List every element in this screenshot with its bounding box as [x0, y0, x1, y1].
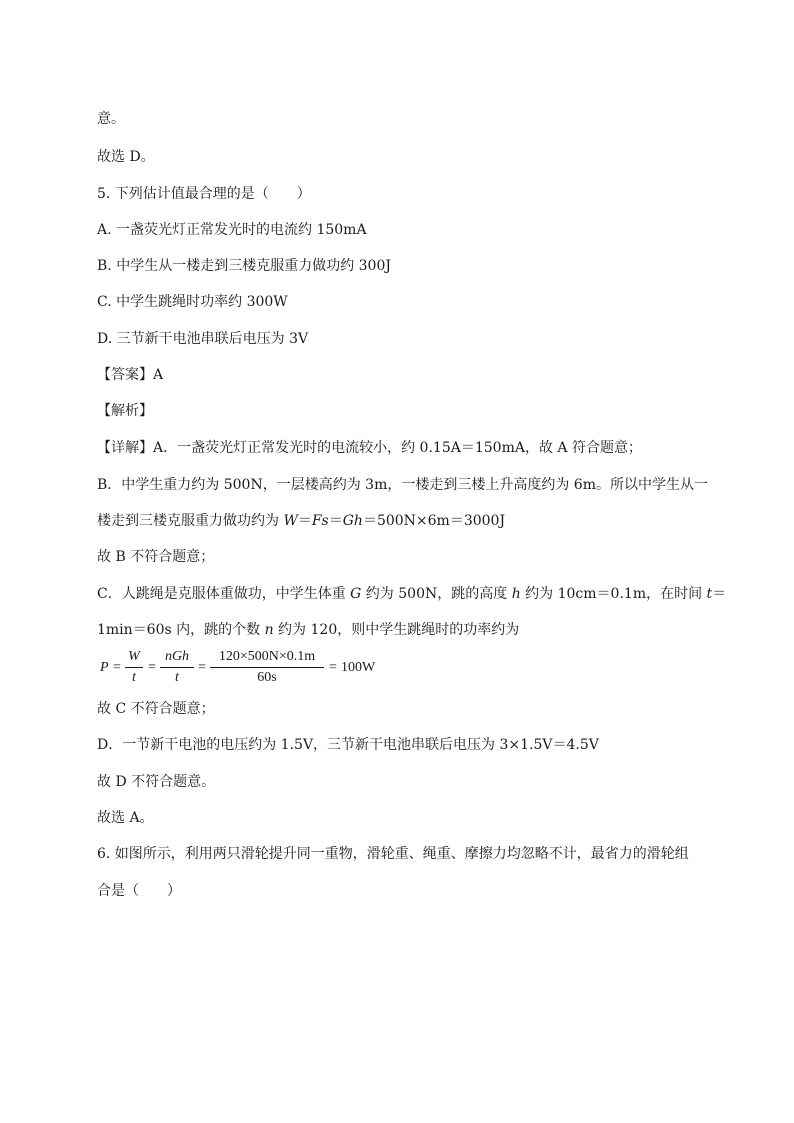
- fraction-denominator: 60s: [257, 670, 277, 685]
- detail-c-line-4: 故 C 不符合题意；: [97, 701, 215, 717]
- fraction-numerator: 120×500N×0.1m: [218, 649, 316, 664]
- detail-c-line-1: [97, 585, 726, 603]
- detail-b-line-2: [97, 512, 505, 530]
- var-gh: Gh: [342, 513, 363, 529]
- text-span: 约为 120，则中学生跳绳时的功率约为: [273, 622, 520, 638]
- text-span: ＝: [328, 513, 343, 529]
- choose-a: 故选 A。: [97, 810, 154, 826]
- formula-result: 100W: [341, 660, 376, 675]
- text-line: 意。: [97, 111, 125, 127]
- var-h: h: [511, 586, 521, 602]
- formula-equals: =: [198, 660, 206, 675]
- answer-label: 【答案】A: [97, 367, 164, 383]
- question-5-stem: 5. 下列估计值最合理的是（ ）: [97, 186, 311, 202]
- question-5-option-a: A. 一盏荧光灯正常发光时的电流约 150mA: [97, 222, 367, 238]
- question-5-option-d: D. 三节新干电池串联后电压为 3V: [97, 331, 309, 347]
- var-t: t: [706, 586, 713, 602]
- text-span: ＝: [297, 513, 312, 529]
- fraction-denominator: t: [132, 670, 136, 685]
- fraction-ngh-over-t: [160, 648, 194, 687]
- text-span: ＝500N×6m＝3000J: [362, 513, 506, 529]
- fraction-bar: [160, 667, 194, 668]
- var-w: W: [283, 513, 298, 529]
- text-span: ＝: [712, 586, 727, 602]
- formula-p: P: [100, 660, 109, 675]
- var-g: G: [350, 586, 362, 602]
- detail-b-line-1: B．中学生重力约为 500N，一层楼高约为 3m，一楼走到三楼上升高度约为 6m。所以中学生从一: [97, 477, 708, 493]
- detail-a: 【详解】A．一盏荧光灯正常发光时的电流较小，约 0.15A＝150mA，故 A 符合题意；: [97, 440, 642, 456]
- question-6-line-2: 合是（ ）: [97, 883, 181, 899]
- question-6-line-1: 6. 如图所示，利用两只滑轮提升同一重物，滑轮重、绳重、摩擦力均忽略不计，最省力的滑轮组: [97, 846, 689, 862]
- fraction-numeric: [210, 648, 324, 687]
- text-span: 楼走到三楼克服重力做功约为: [97, 513, 284, 529]
- fraction-bar: [125, 667, 143, 668]
- fraction-w-over-t: [125, 648, 143, 687]
- detail-c-line-2: [97, 621, 519, 639]
- text-span: 约为 10cm＝0.1m，在时间: [520, 586, 707, 602]
- fraction-denominator: t: [175, 670, 179, 685]
- text-line: 故选 D。: [97, 149, 155, 165]
- question-5-option-c: C. 中学生跳绳时功率约 300W: [97, 294, 288, 310]
- text-span: 约为 500N，跳的高度: [361, 586, 512, 602]
- detail-d-line-2: 故 D 不符合题意。: [97, 774, 216, 790]
- formula-equals: =: [329, 660, 337, 675]
- formula-equals: =: [148, 660, 156, 675]
- detail-b-line-3: 故 B 不符合题意；: [97, 549, 215, 565]
- fraction-numerator: nGh: [164, 649, 190, 664]
- var-n: n: [264, 622, 274, 638]
- fraction-bar: [210, 667, 324, 668]
- analysis-label: 【解析】: [97, 403, 153, 419]
- text-span: C．人跳绳是克服体重做功，中学生体重: [97, 586, 351, 602]
- question-5-option-b: B. 中学生从一楼走到三楼克服重力做功约 300J: [97, 258, 391, 274]
- fraction-numerator: W: [128, 649, 140, 664]
- text-span: 1min＝60s 内，跳的个数: [97, 622, 265, 638]
- detail-d-line-1: D．一节新干电池的电压约为 1.5V，三节新干电池串联后电压为 3×1.5V＝4.5V: [97, 737, 599, 753]
- var-fs: Fs: [311, 513, 329, 529]
- formula-equals: =: [113, 660, 121, 675]
